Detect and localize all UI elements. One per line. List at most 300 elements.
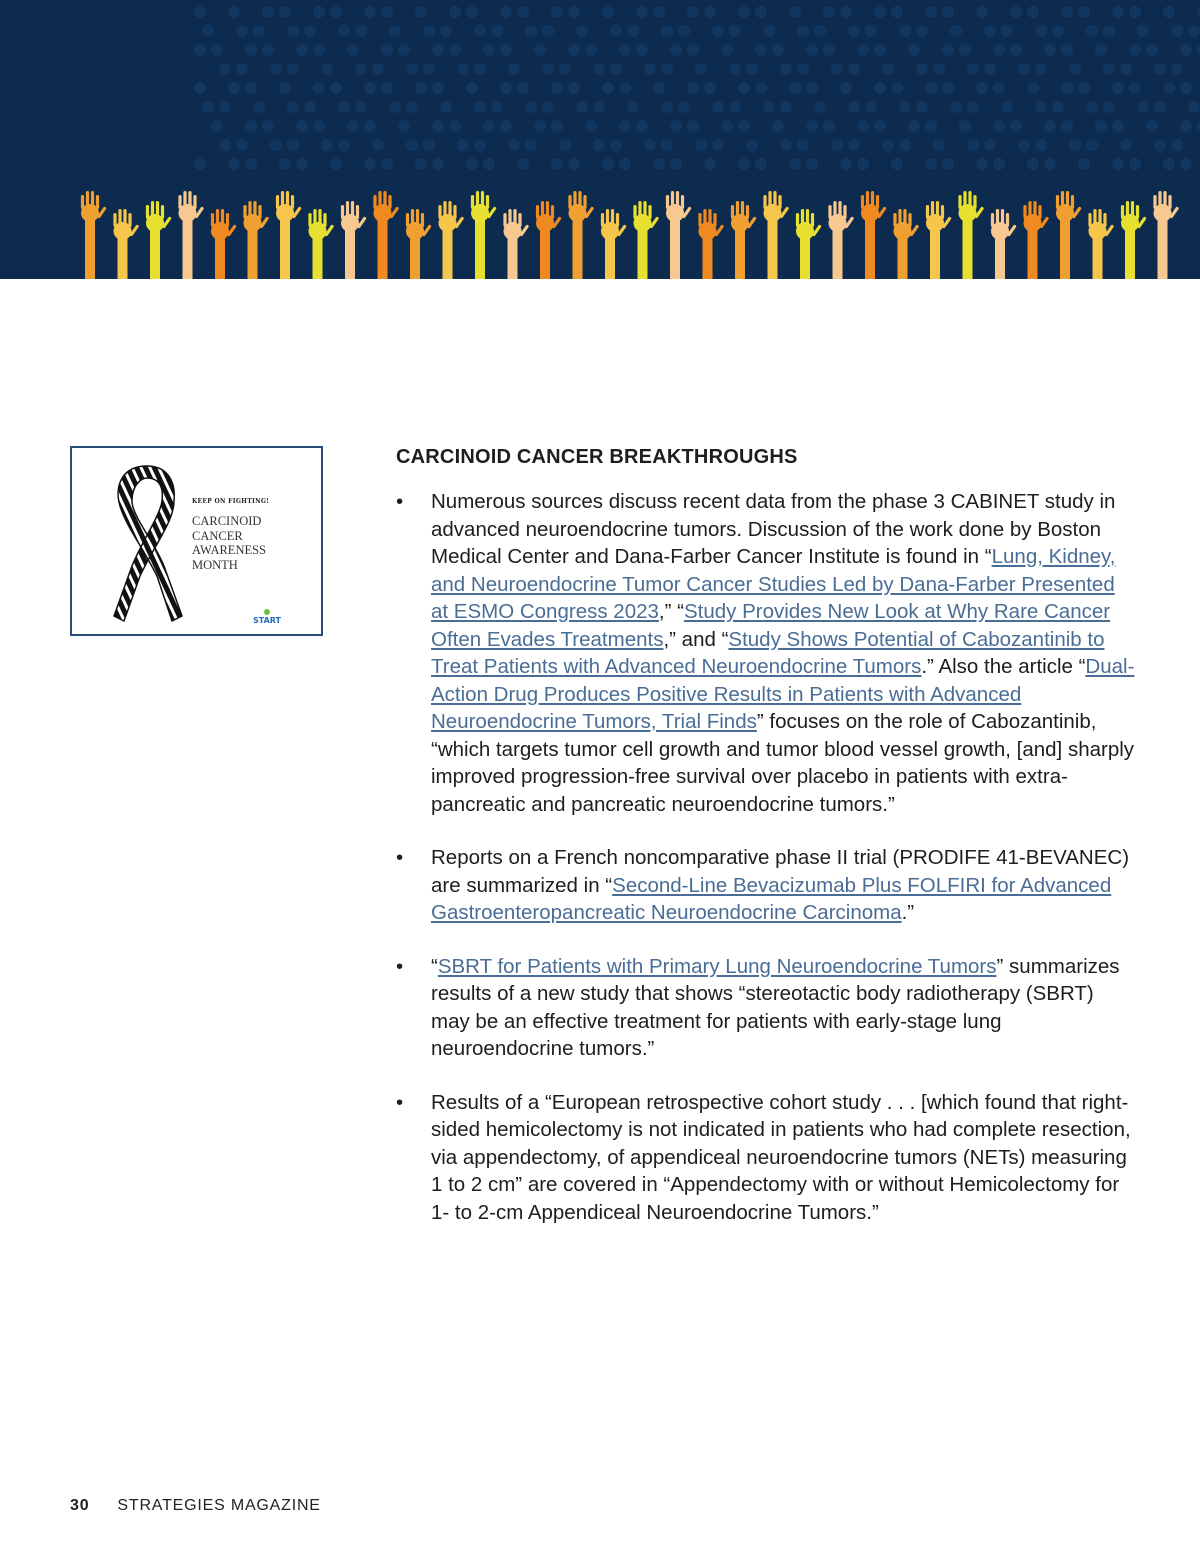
- map-dot: [916, 63, 928, 75]
- map-dot: [364, 158, 376, 170]
- map-dot: [1052, 25, 1064, 37]
- map-dot: [704, 158, 716, 170]
- map-dot: [466, 82, 478, 94]
- raised-hand-icon: [601, 209, 627, 279]
- article-link[interactable]: Study Shows Potential of Cabozantinib to Treat Patients with Advanced Neuroendocrine Tumors: [431, 627, 1105, 678]
- map-dot: [636, 120, 648, 132]
- map-dot: [245, 158, 257, 170]
- map-dot: [432, 82, 444, 94]
- map-dot: [831, 63, 843, 75]
- map-dot: [848, 25, 860, 37]
- map-dot: [670, 158, 682, 170]
- map-dot: [1035, 101, 1047, 113]
- map-dot: [398, 44, 410, 56]
- map-dot: [304, 25, 316, 37]
- map-dot: [891, 158, 903, 170]
- article-link[interactable]: Second-Line Bevacizumab Plus FOLFIRI for Advanced Gastroenteropancreatic Neuroendocrine Carcinoma: [431, 873, 1112, 924]
- map-dot: [576, 101, 588, 113]
- raised-hand-icon: [958, 191, 984, 279]
- map-dot: [449, 120, 461, 132]
- map-dot: [525, 139, 537, 151]
- map-dot: [755, 158, 767, 170]
- map-dot: [491, 101, 503, 113]
- map-dot: [925, 120, 937, 132]
- header-banner: [0, 0, 1200, 279]
- raised-hand-icon: [243, 201, 269, 279]
- map-dot: [916, 25, 928, 37]
- map-dot: [899, 25, 911, 37]
- map-dot: [415, 6, 427, 18]
- map-dot: [1001, 25, 1013, 37]
- map-dot: [959, 120, 971, 132]
- map-dot: [542, 25, 554, 37]
- map-dot: [797, 139, 809, 151]
- map-dot: [364, 82, 376, 94]
- map-dot: [330, 158, 342, 170]
- map-dot: [1061, 44, 1073, 56]
- map-dot: [721, 44, 733, 56]
- map-dot: [372, 139, 384, 151]
- raised-hand-icon: [1023, 201, 1049, 279]
- map-dot: [483, 44, 495, 56]
- map-dot: [806, 44, 818, 56]
- map-dot: [296, 120, 308, 132]
- map-dot: [661, 63, 673, 75]
- map-dot: [678, 101, 690, 113]
- map-dot: [1188, 101, 1200, 113]
- map-dot: [729, 25, 741, 37]
- raised-hand-icon: [211, 209, 237, 279]
- map-dot: [517, 158, 529, 170]
- map-dot: [644, 63, 656, 75]
- map-dot: [568, 82, 580, 94]
- raised-hand-icon: [991, 209, 1017, 279]
- map-dot: [967, 139, 979, 151]
- map-dot: [755, 82, 767, 94]
- map-dot: [517, 6, 529, 18]
- map-dot: [432, 44, 444, 56]
- raised-hand-icon: [471, 191, 497, 279]
- map-dot: [738, 6, 750, 18]
- map-dot: [1180, 44, 1192, 56]
- map-dot: [1069, 139, 1081, 151]
- map-dot: [1027, 82, 1039, 94]
- map-dot: [194, 82, 206, 94]
- map-dot: [763, 101, 775, 113]
- raised-hand-icon: [438, 201, 464, 279]
- map-dot: [500, 120, 512, 132]
- raised-hand-icon: [1088, 209, 1114, 279]
- map-dot: [202, 101, 214, 113]
- map-dot: [542, 63, 554, 75]
- map-dot: [865, 25, 877, 37]
- map-dot: [976, 6, 988, 18]
- map-dot: [245, 82, 257, 94]
- map-dot: [296, 44, 308, 56]
- raised-hand-icon: [893, 209, 919, 279]
- item-text: Numerous sources discuss recent data from the phase 3 CABINET study in advanced neuroendocrine tumors. Discussion of the work done by Boston Medical Center and Dana-Farber Cancer Institute is found in “: [431, 490, 1116, 568]
- map-dot: [797, 25, 809, 37]
- map-dot: [840, 6, 852, 18]
- map-dot: [381, 158, 393, 170]
- map-dot: [1129, 82, 1141, 94]
- map-dot: [1146, 120, 1158, 132]
- map-dot: [1086, 139, 1098, 151]
- raised-hand-icon: [666, 191, 692, 279]
- page-number: 30: [70, 1497, 90, 1514]
- map-dot: [661, 139, 673, 151]
- map-dot: [568, 158, 580, 170]
- article-link[interactable]: Study Provides New Look at Why Rare Cancer Often Evades Treatments: [431, 600, 1111, 651]
- map-dot: [474, 101, 486, 113]
- article-link[interactable]: SBRT for Patients with Primary Lung Neuroendocrine Tumors: [437, 954, 997, 978]
- map-dot: [381, 6, 393, 18]
- card-title: CARCINOID CANCER AWARENESS MONTH: [192, 514, 267, 572]
- map-dot: [1154, 139, 1166, 151]
- map-dot: [1044, 158, 1056, 170]
- map-dot: [423, 139, 435, 151]
- item-text: .” Also the article “: [921, 655, 1086, 678]
- map-dot: [1163, 158, 1175, 170]
- zebra-ribbon-icon: [102, 456, 192, 631]
- map-dot: [610, 25, 622, 37]
- map-dot: [1129, 6, 1141, 18]
- map-dot: [874, 44, 886, 56]
- map-dot: [899, 101, 911, 113]
- raised-hand-icon: [861, 191, 887, 279]
- map-dot: [891, 82, 903, 94]
- map-dot: [228, 82, 240, 94]
- map-dot: [942, 44, 954, 56]
- map-dot: [755, 44, 767, 56]
- map-dot: [585, 44, 597, 56]
- raised-hand-icon: [373, 191, 399, 279]
- map-dot: [1010, 6, 1022, 18]
- map-dot: [933, 63, 945, 75]
- map-dot: [355, 63, 367, 75]
- item-text: ,” and “: [663, 627, 729, 651]
- map-dot: [1044, 44, 1056, 56]
- map-dot: [364, 6, 376, 18]
- map-dot: [194, 44, 206, 56]
- map-dot: [602, 158, 614, 170]
- map-dot: [1163, 82, 1175, 94]
- map-dot: [551, 82, 563, 94]
- map-dot: [704, 6, 716, 18]
- map-dot: [857, 120, 869, 132]
- raised-hand-icon: [568, 191, 594, 279]
- map-dot: [1001, 101, 1013, 113]
- map-dot: [687, 82, 699, 94]
- map-dot: [984, 63, 996, 75]
- map-dot: [279, 6, 291, 18]
- map-dot: [848, 139, 860, 151]
- map-dot: [253, 101, 265, 113]
- map-dot: [389, 25, 401, 37]
- map-dot: [1010, 44, 1022, 56]
- article-link[interactable]: Lung, Kidney, and Neuroendocrine Tumor Cancer Studies Led by Dana-Farber Presented at ESMO Congress 2023: [431, 545, 1116, 623]
- map-dot: [1129, 158, 1141, 170]
- map-dot: [194, 158, 206, 170]
- item-text: ” focuses on the role of Cabozantinib, “which targets tumor cell growth and tumor blood vessel growth, [and] sharply improved progression-free survival over placebo in patients with extra-pancreatic and pancreatic neuroendocrine tumors.”: [431, 710, 1135, 816]
- map-dot: [423, 25, 435, 37]
- item-text: Results of a “European retrospective cohort study . . . [which found that right-sided hemicolectomy is not indicated in patients who had complete resection, via appendectomy, of appendiceal neuroendocrine tumors (NETs) measuring 1 to 2 cm” are covered in “Appendectomy with or without Hemicolectomy for 1- to 2-cm Appendiceal Neuroendocrine Tumors.”: [431, 1090, 1131, 1224]
- map-dot: [687, 120, 699, 132]
- map-dot: [551, 158, 563, 170]
- map-dot: [1129, 44, 1141, 56]
- map-dot: [916, 101, 928, 113]
- map-dot: [364, 120, 376, 132]
- map-dot: [993, 82, 1005, 94]
- map-dot: [236, 139, 248, 151]
- item-text: Reports on a French noncomparative phase II trial (PRODIFE 41-BEVANEC) are summarized in “: [431, 846, 1130, 897]
- map-dot: [551, 120, 563, 132]
- map-dot: [517, 82, 529, 94]
- map-dot: [1154, 63, 1166, 75]
- map-dot: [296, 158, 308, 170]
- map-dot: [466, 6, 478, 18]
- map-dot: [1044, 120, 1056, 132]
- raised-hand-icon: [1056, 191, 1082, 279]
- map-dot: [1103, 25, 1115, 37]
- map-dot: [355, 101, 367, 113]
- map-dot: [593, 63, 605, 75]
- map-dot: [228, 6, 240, 18]
- raised-hands-illustration: [0, 0, 1200, 279]
- map-dot: [814, 101, 826, 113]
- map-dot: [389, 101, 401, 113]
- map-dot: [1061, 120, 1073, 132]
- map-dot: [984, 139, 996, 151]
- raised-hand-icon: [81, 191, 107, 279]
- map-dot: [712, 139, 724, 151]
- map-dot: [789, 82, 801, 94]
- map-dot: [967, 63, 979, 75]
- map-dot: [806, 82, 818, 94]
- map-dot: [279, 82, 291, 94]
- map-dot: [1078, 6, 1090, 18]
- map-dot: [942, 158, 954, 170]
- map-dot: [874, 82, 886, 94]
- map-dot: [1078, 82, 1090, 94]
- map-dot: [661, 25, 673, 37]
- map-dot: [1010, 120, 1022, 132]
- map-dot: [1061, 82, 1073, 94]
- map-dot: [585, 120, 597, 132]
- map-dot: [746, 63, 758, 75]
- map-dot: [228, 158, 240, 170]
- map-dot: [950, 101, 962, 113]
- map-dot: [202, 25, 214, 37]
- map-dot: [823, 44, 835, 56]
- map-dot: [338, 101, 350, 113]
- map-dot: [993, 44, 1005, 56]
- map-dot: [1120, 63, 1132, 75]
- map-dot: [415, 82, 427, 94]
- map-dot: [457, 139, 469, 151]
- raised-hand-icon: [796, 209, 822, 279]
- map-dot: [1171, 139, 1183, 151]
- bullet-marker: •: [396, 490, 404, 513]
- map-dot: [1086, 101, 1098, 113]
- map-dot: [653, 158, 665, 170]
- map-dot: [500, 82, 512, 94]
- map-dot: [840, 158, 852, 170]
- map-dot: [330, 82, 342, 94]
- map-dot: [908, 120, 920, 132]
- map-dot: [695, 139, 707, 151]
- map-dot: [891, 6, 903, 18]
- map-dot: [772, 44, 784, 56]
- raised-hand-icon: [308, 209, 334, 279]
- map-dot: [355, 25, 367, 37]
- raised-hand-icon: [633, 201, 659, 279]
- item-text: ,” “: [658, 600, 684, 623]
- map-dot: [313, 6, 325, 18]
- raised-hand-icon: [146, 201, 172, 279]
- map-dot: [1086, 25, 1098, 37]
- map-dot: [270, 139, 282, 151]
- map-dot: [967, 101, 979, 113]
- section-heading: CARCINOID CANCER BREAKTHROUGHS: [396, 446, 798, 468]
- map-dot: [1146, 44, 1158, 56]
- map-dot: [211, 44, 223, 56]
- map-dot: [245, 120, 257, 132]
- map-dot: [670, 44, 682, 56]
- map-dot: [976, 158, 988, 170]
- map-dot: [1035, 25, 1047, 37]
- map-dot: [1095, 120, 1107, 132]
- map-dot: [338, 139, 350, 151]
- map-dot: [1035, 139, 1047, 151]
- map-dot: [415, 158, 427, 170]
- map-dot: [593, 139, 605, 151]
- map-dot: [525, 25, 537, 37]
- map-dot: [1052, 101, 1064, 113]
- map-dot: [831, 139, 843, 151]
- map-dot: [789, 6, 801, 18]
- map-dot: [211, 120, 223, 132]
- map-dot: [245, 44, 257, 56]
- article-link[interactable]: Dual-Action Drug Produces Positive Results in Patients with Advanced Neuroendocrine Tumors, Trial Finds: [431, 655, 1135, 733]
- map-dot: [610, 63, 622, 75]
- map-dot: [738, 82, 750, 94]
- map-dot: [1188, 25, 1200, 37]
- map-dot: [797, 63, 809, 75]
- map-dot: [270, 63, 282, 75]
- map-dot: [712, 25, 724, 37]
- publication-name: STRATEGIES MAGAZINE: [117, 1497, 321, 1514]
- map-dot: [440, 101, 452, 113]
- map-dot: [882, 139, 894, 151]
- map-dot: [950, 25, 962, 37]
- map-dot: [423, 63, 435, 75]
- item-text: ” summarizes results of a new study that shows “stereotactic body radiotherapy (SBRT) may be an effective treatment for patients with early-stage lung neuroendocrine tumors.”: [431, 954, 1120, 1060]
- map-dot: [500, 44, 512, 56]
- map-dot: [780, 101, 792, 113]
- map-dot: [219, 139, 231, 151]
- map-dot: [1137, 25, 1149, 37]
- raised-hand-icon: [731, 201, 757, 279]
- map-dot: [882, 63, 894, 75]
- list-item: [396, 1089, 1136, 1227]
- map-dot: [653, 82, 665, 94]
- raised-hand-icon: [698, 209, 724, 279]
- map-dot: [253, 25, 265, 37]
- item-text: “: [431, 954, 438, 978]
- list-item: [396, 844, 1136, 927]
- start-logo-text: START: [252, 616, 282, 625]
- map-dot: [219, 63, 231, 75]
- map-dot: [925, 158, 937, 170]
- map-dot: [738, 158, 750, 170]
- map-dot: [806, 120, 818, 132]
- map-dot: [670, 120, 682, 132]
- map-dot: [466, 158, 478, 170]
- bullet-marker: •: [396, 846, 404, 869]
- map-dot: [381, 44, 393, 56]
- map-dot: [874, 120, 886, 132]
- map-dot: [406, 139, 418, 151]
- map-dot: [534, 120, 546, 132]
- map-dot: [942, 6, 954, 18]
- map-dot: [627, 25, 639, 37]
- raised-hand-icon: [1121, 201, 1147, 279]
- map-dot: [823, 120, 835, 132]
- awareness-month-image: [70, 446, 323, 636]
- map-dot: [644, 139, 656, 151]
- map-dot: [806, 158, 818, 170]
- map-dot: [449, 6, 461, 18]
- map-dot: [942, 82, 954, 94]
- map-dot: [568, 44, 580, 56]
- map-dot: [287, 63, 299, 75]
- map-dot: [1018, 63, 1030, 75]
- bullet-list: [396, 488, 1136, 1226]
- map-dot: [721, 120, 733, 132]
- map-dot: [712, 101, 724, 113]
- map-dot: [772, 120, 784, 132]
- map-dot: [848, 63, 860, 75]
- map-dot: [347, 120, 359, 132]
- map-dot: [976, 82, 988, 94]
- map-dot: [287, 25, 299, 37]
- map-dot: [440, 25, 452, 37]
- map-dot: [491, 25, 503, 37]
- map-dot: [313, 82, 325, 94]
- map-dot: [287, 139, 299, 151]
- map-dot: [814, 25, 826, 37]
- map-dot: [457, 63, 469, 75]
- map-dot: [933, 139, 945, 151]
- map-dot: [330, 6, 342, 18]
- map-dot: [1018, 139, 1030, 151]
- map-dot: [636, 6, 648, 18]
- map-dot: [262, 120, 274, 132]
- map-dot: [508, 63, 520, 75]
- map-dot: [619, 82, 631, 94]
- map-dot: [840, 82, 852, 94]
- map-dot: [780, 63, 792, 75]
- map-dot: [1069, 63, 1081, 75]
- map-dot: [1171, 63, 1183, 75]
- page-footer: [70, 1497, 321, 1515]
- map-dot: [432, 158, 444, 170]
- map-dot: [347, 44, 359, 56]
- raised-hand-icon: [503, 209, 529, 279]
- map-dot: [1112, 82, 1124, 94]
- map-dot: [619, 158, 631, 170]
